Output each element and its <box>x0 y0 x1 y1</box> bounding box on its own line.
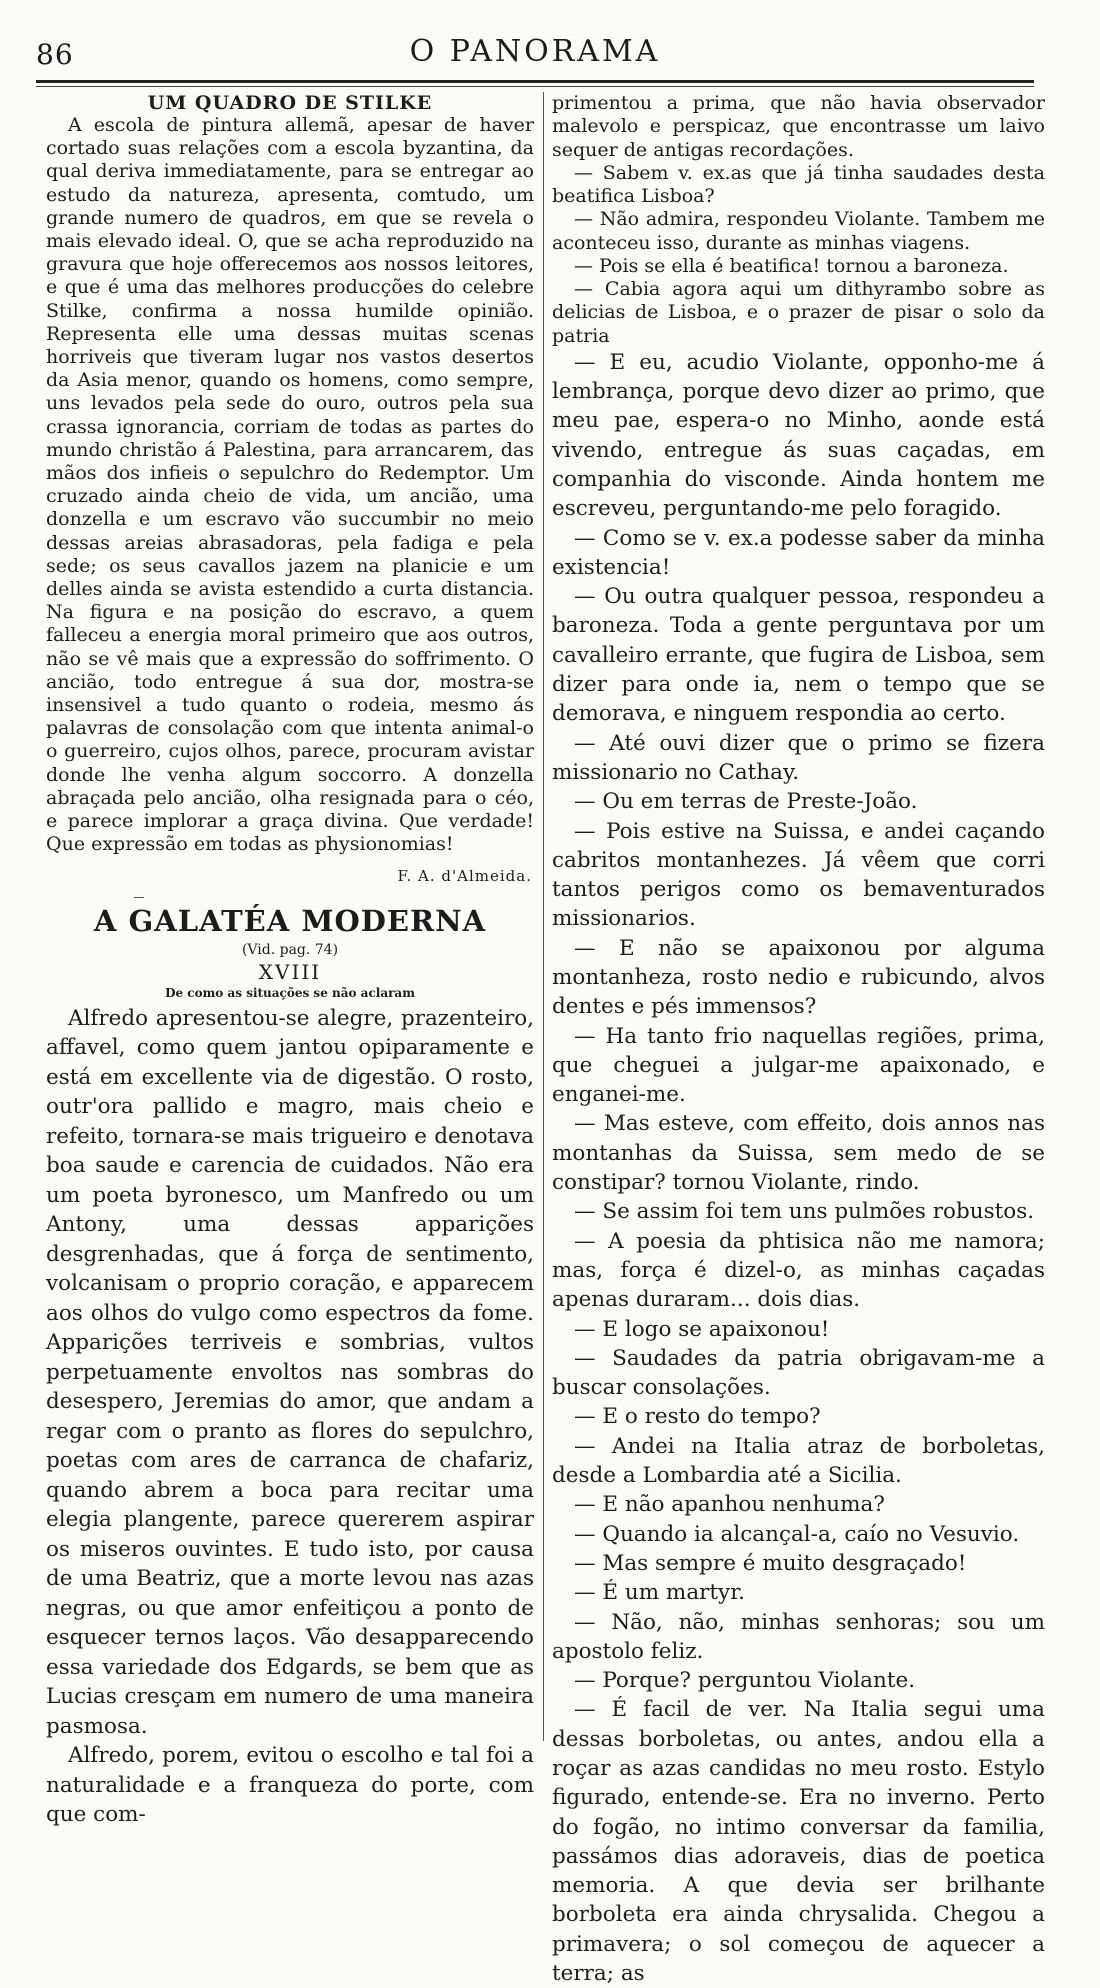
story-paragraph: Alfredo, porem, evitou o escolho e tal foi a naturalidade e a franqueza do porte, com que com- <box>46 1743 534 1827</box>
dialogue-line: — Até ouvi dizer que o primo se fizera missionario no Cathay. <box>552 730 1045 785</box>
page-reference: (Vid. pag. 74) <box>241 941 339 958</box>
dialogue-line: — Se assim foi tem uns pulmões robustos. <box>574 1199 1035 1225</box>
dialogue-line: — Porque? perguntou Violante. <box>574 1668 916 1694</box>
header-rule <box>36 80 1034 83</box>
separator <box>134 897 144 898</box>
article-paragraph: A escola de pintura allemã, apesar de haver cortado suas relações com a escola byzantina, da qual deriva immediatamente, para se entregar ao estudo da natureza, apresenta, comtudo, um grande numero de quadros, em que se revela o mais elevado ideal. O, que se acha reproduzido na gravura que hoje offerecemos aos nossos leitores, e que é uma das melhores producções do celebre Stilke, confirma a nossa humilde opinião. Representa elle uma dessas muitas scenas horriveis que tiveram lugar nos vastos desertos da Asia menor, quando os homens, como sempre, uns levados pela sede do ouro, outros pela sua crassa ignorancia, corriam de todas as partes do mundo christão á Palestina, para arrancarem, das mãos dos infieis o sepulchro do Redemptor. Um cruzado ainda cheio de vida, um ancião, uma donzella e um escravo vão succumbir no meio dessas areias abrasadoras, pela fadiga e pela sede; os seus cavallos jazem na planicie e um delles ainda se avista estendido a curta distancia. Na figura e na posição do escravo, a quem falleceu a energia moral primeiro que aos outros, não se vê mais que a expressão do soffrimento. O ancião, todo entregue á sua dor, mostra-se insensivel a tudo quanto o rodeia, mesmo ás palavras de consolação com que intenta animal-o o guerreiro, cujos olhos, parece, procuram avistar donde lhe venha algum soccorro. A donzella abraçada pelo ancião, olha resignada para o céo, e parece implorar a graça divina. Que verdade! Que expressão em todas as physionomias! <box>46 114 534 856</box>
dialogue-line: — E logo se apaixonou! <box>574 1316 830 1342</box>
dialogue-line: — E eu, acudio Violante, opponho-me á lembrança, porque devo dizer ao primo, que meu pae, espera-o no Minho, aonde está vivendo, entregue ás suas caçadas, em companhia do visconde. Ainda hontem me escreveu, perguntando-me pelo foragido. <box>552 349 1045 522</box>
page-number: 86 <box>36 38 74 71</box>
dialogue-line: — Andei na Italia atraz de borboletas, desde a Lombardia até a Sicilia. <box>552 1433 1045 1489</box>
dialogue-line: — E não se apaixonou por alguma montanheza, rosto nedio e rubicundo, alvos dentes e pés immensos? <box>552 935 1045 1020</box>
left-column <box>46 92 534 1830</box>
story-paragraph: Alfredo apresentou-se alegre, prazenteiro, affavel, como quem jantou opiparamente e está em excellente via de digestão. O rosto, outr'ora pallido e magro, mais cheio e refeito, tornara-se mais trigueiro e denotava boa saude e carencia de cuidados. Não era um poeta byronesco, um Manfredo ou um Antony, uma dessas apparições desgrenhadas, que á força de sentimento, volcanisam o proprio coração, e apparecem aos olhos do vulgo como espectros da fome. Apparições terriveis e sombrias, vultos perpetuamente envoltos nas sombras do desespero, Jeremias do amor, que andam a regar com o pranto as flores do sepulchro, poetas com ares de carranca de chafariz, quando abrem a boca para recitar uma elegia plangente, parece quererem aspirar os miseros ouvintes. E tudo isto, por causa de uma Beatriz, que a morte levou nas azas negras, ou que amor enfeitiçou a ponto de esquecer ternos laços. Vão desapparecendo essa variedade dos Edgards, se bem que as Lucias cresçam em numero de uma maneira pasmosa. <box>46 1005 534 1739</box>
dialogue-line: — Pois se ella é beatifica! tornou a baroneza. <box>574 254 1009 277</box>
dialogue-line: — E o resto do tempo? <box>574 1404 821 1430</box>
column-divider <box>543 92 544 1741</box>
dialogue-line: — Sabem v. ex.as que já tinha saudades desta beatifica Lisboa? <box>552 161 1045 207</box>
section-title-galatea: A GALATÉA MODERNA <box>93 903 487 938</box>
dialogue-line: — E não apanhou nenhuma? <box>574 1492 885 1518</box>
chapter-number: XVIII <box>258 959 322 984</box>
dialogue-line: — Saudades da patria obrigavam-me a buscar consolações. <box>552 1345 1045 1401</box>
dialogue-line: — Como se v. ex.a podesse saber da minha existencia! <box>552 525 1045 580</box>
journal-title: O PANORAMA <box>409 34 661 69</box>
dialogue-line: — Ou em terras de Preste-João. <box>574 789 918 815</box>
dialogue-line: primentou a prima, que não havia observador malevolo e perspicaz, que encontrasse um laivo sequer de antigas recordações. <box>552 92 1045 161</box>
dialogue-line: — A poesia da phtisica não me namora; mas, força é dizel-o, as minhas caçadas apenas duraram... dois dias. <box>552 1228 1045 1313</box>
dialogue-line: — Ou outra qualquer pessoa, respondeu a baroneza. Toda a gente perguntava por um cavalleiro errante, que fugira de Lisboa, sem dizer para onde ia, nem o tempo que se demorava, e ninguem respondia ao certo. <box>552 584 1045 727</box>
section-title-stilke: UM QUADRO DE STILKE <box>147 92 433 114</box>
dialogue-line: — Mas sempre é muito desgraçado! <box>574 1550 967 1576</box>
header-rule-thin <box>36 86 1034 87</box>
right-column <box>552 92 1045 1988</box>
dialogue-line: — Não, não, minhas senhoras; sou um apostolo feliz. <box>552 1609 1045 1664</box>
dialogue-line: — Ha tanto frio naquellas regiões, prima, que cheguei a julgar-me apaixonado, e enganei-me. <box>552 1023 1045 1108</box>
page-header <box>36 28 1034 71</box>
chapter-subtitle: De como as situações se não aclaram <box>165 985 415 1000</box>
dialogue-line: — Pois estive na Suissa, e andei caçando cabritos montanhezes. Já vêem que corri tantos perigos como os bemaventurados missionarios. <box>552 818 1045 932</box>
dialogue-line: — Não admira, respondeu Violante. Tambem me aconteceu isso, durante as minhas viagens. <box>552 208 1045 254</box>
dialogue-line: — Cabia agora aqui um dithyrambo sobre as delicias de Lisboa, e o prazer de pisar o solo da patria <box>552 278 1045 347</box>
dialogue-line: — É um martyr. <box>574 1580 745 1606</box>
dialogue-line: — Quando ia alcançal-a, caío no Vesuvio. <box>574 1521 1020 1547</box>
dialogue-line: — É facil de ver. Na Italia segui uma dessas borboletas, ou antes, andou ella a roçar as azas candidas no meu rosto. Estylo figurado, entende-se. Era no inverno. Perto do fogão, no intimo conversar da familia, passámos dias adoraveis, dias de poetica memoria. A que devia ser brilhante borboleta era ainda chrysalida. Chegou a primavera; o sol começou de aquecer a terra; as <box>552 1697 1045 1987</box>
author-signature: F. A. d'Almeida. <box>397 866 532 885</box>
dialogue-line: — Mas esteve, com effeito, dois annos nas montanhas da Suissa, sem medo de se constipar? tornou Violante, rindo. <box>552 1111 1045 1196</box>
